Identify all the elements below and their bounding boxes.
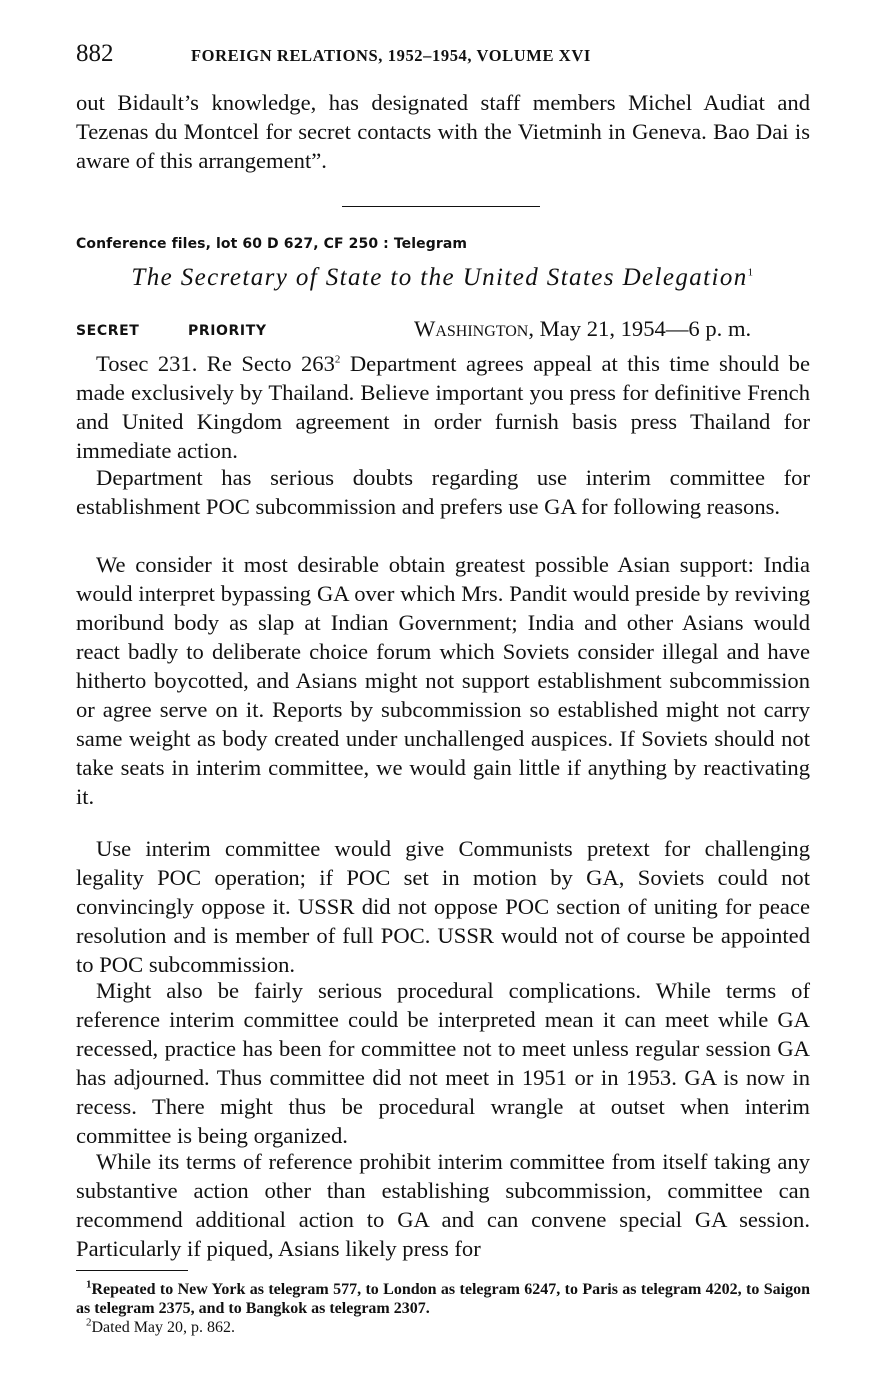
carryover-paragraph: out Bidault’s knowledge, has designated staff members Michel Audiat and Tezenas du Montcel for secret contacts with the Vietminh in Geneva. Bao Dai is aware of this arrangement”. [76,90,810,173]
body-paragraph-3: We consider it most desirable obtain greatest possible Asian support: India would interpret bypassing GA over which Mrs. Pandit would preside by reviving moribund body as slap at Indian Government; India and other Asians would react badly to deliberate choice forum which Soviets consider illegal and have hitherto boycotted, and Asians might not support establishment subcommission or agree serve on it. Reports by subcommission so established might not carry same weight as body created under unchallenged auspices. If Soviets should not take seats in interim committee, we would gain little if anything by reactivating it. [76,552,810,809]
footnote-1-marker: 1 [86,1278,92,1291]
page-header [76,40,810,70]
footnotes [76,1280,810,1337]
footnote-2-marker: 2 [86,1316,92,1329]
document-title-text: The Secretary of State to the United States Delegation [131,264,748,291]
page-number: 882 [76,40,114,67]
body-paragraph-4: Use interim committee would give Communists pretext for challenging legality POC operation; if POC set in motion by GA, Soviets could not convincingly oppose it. USSR did not oppose POC section of uniting for peace resolution and is member of full POC. USSR would not of course be appointed to POC subcommission. [76,836,810,977]
footnote-1 [76,1280,810,1318]
precedence-marking: PRIORITY [188,323,267,339]
dateline-date: May 21, 1954—6 p. m. [539,316,752,341]
footnote-2 [76,1318,810,1337]
footnote-1-text: Repeated to New York as telegram 577, to London as telegram 6247, to Paris as telegram 4202, to Saigon as telegram 2375, and to Bangkok as telegram 2307. [76,1281,810,1317]
section-divider [342,206,540,207]
body-paragraph-2: Department has serious doubts regarding use interim committee for establishment POC subcommission and prefers use GA for following reasons. [76,465,810,519]
running-title: FOREIGN RELATIONS, 1952–1954, VOLUME XVI [191,46,591,65]
body-paragraph-5: Might also be fairly serious procedural complications. While terms of reference interim committee could be interpreted mean it can meet while GA recessed, practice has been for committee not to meet unless regular session GA has adjourned. Thus committee did not meet in 1951 or in 1953. GA is now in recess. There might thus be procedural wrangle at outset when interim committee is being organized. [76,978,810,1148]
dateline-place: Washington, [414,316,535,341]
footnote-ref-1: 1 [747,266,755,279]
footnote-2-text: Dated May 20, p. 862. [91,1319,236,1336]
paragraph-1-start: Tosec 231. Re Secto 263 [96,351,335,376]
classification-marking: SECRET [76,323,140,339]
footnote-rule [76,1270,188,1271]
dateline [414,316,751,342]
footnote-ref-2: 2 [334,353,341,366]
paragraph-1-rest: Department agrees appeal at this time should be made exclusively by Thailand. Believe important you press for definitive French and United Kingdom agreement in order furnish basis press Thailand for immediate action. [76,351,810,463]
body-paragraph-1 [76,349,810,465]
body-paragraph-6: While its terms of reference prohibit interim committee from itself taking any substantive action other than establishing subcommission, committee can recommend additional action to GA and can convene special GA session. Particularly if piqued, Asians likely press for [76,1149,810,1261]
source-citation: Conference files, lot 60 D 627, CF 250 : Telegram [76,236,468,252]
document-title [76,264,810,292]
